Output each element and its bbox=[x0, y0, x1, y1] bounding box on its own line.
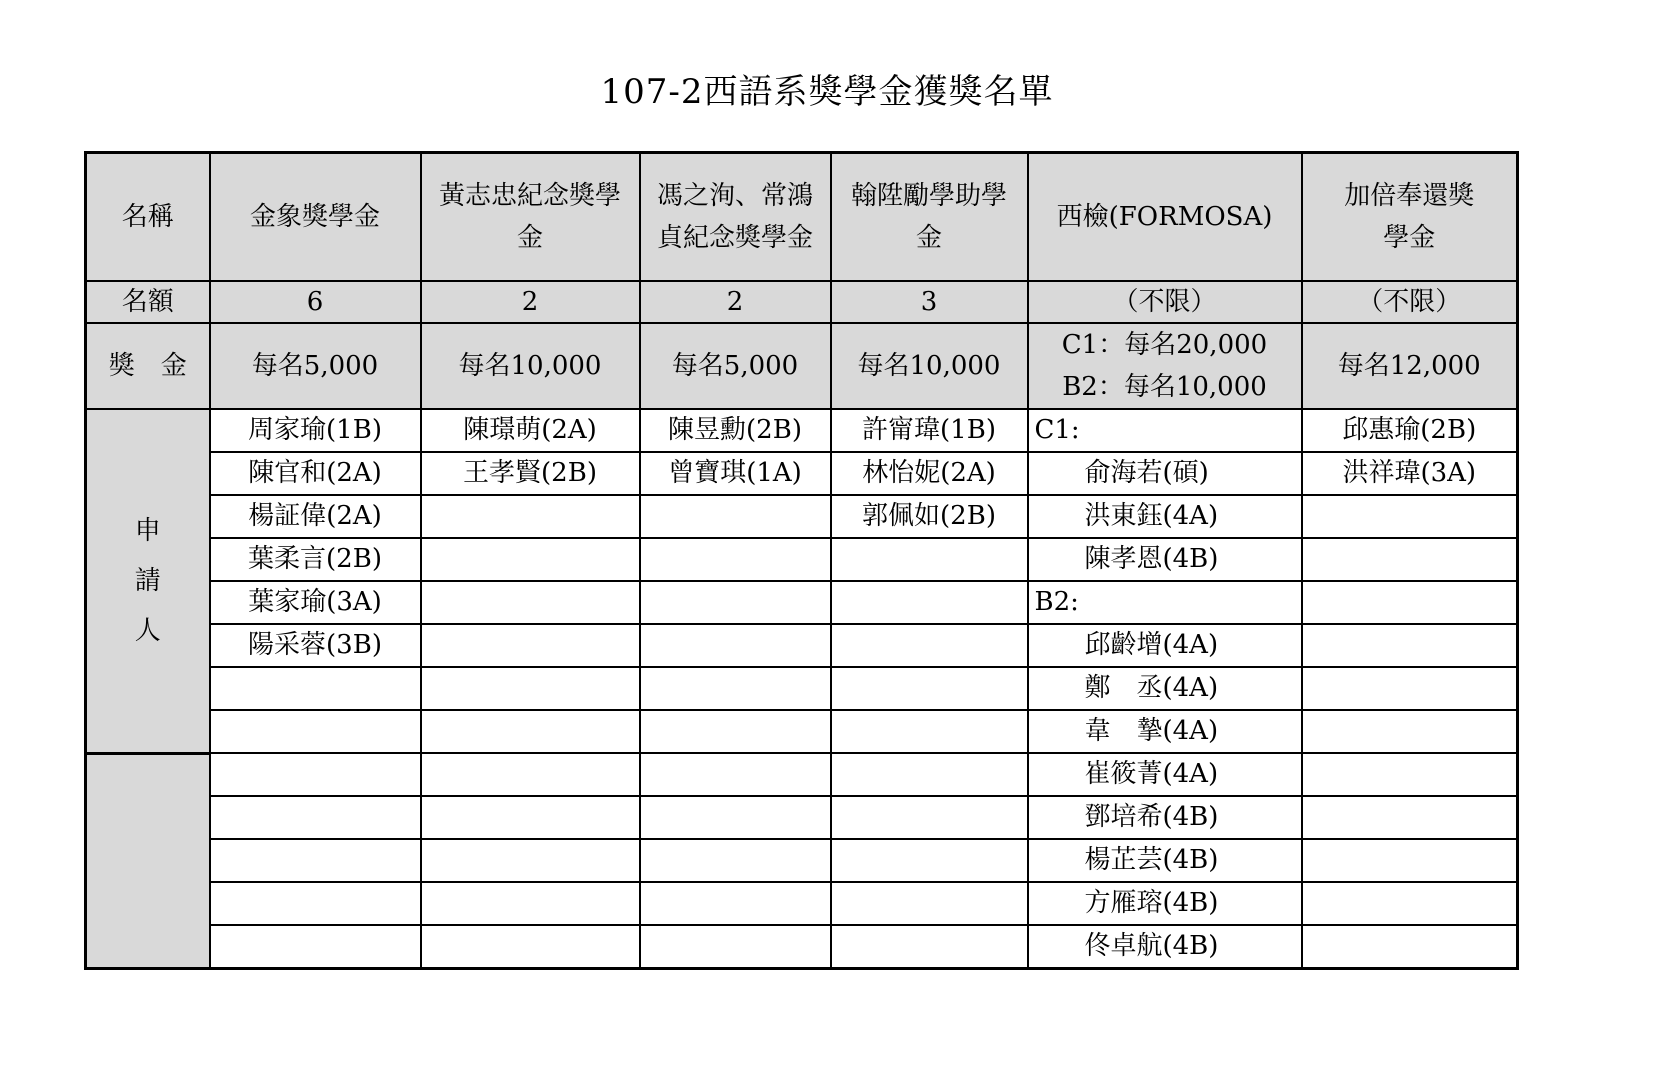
empty-cell bbox=[831, 624, 1028, 667]
scholarship-name: 金象獎學金 bbox=[210, 153, 421, 282]
applicants-label-char: 申 bbox=[134, 515, 161, 546]
applicant-cell: 洪祥瑋(3A) bbox=[1302, 452, 1518, 495]
applicants-label-continued bbox=[86, 753, 210, 969]
applicant-cell: 鄭 丞(4A) bbox=[1028, 667, 1302, 710]
applicant-row bbox=[86, 710, 1518, 753]
empty-cell bbox=[831, 581, 1028, 624]
applicant-cell: 楊証偉(2A) bbox=[210, 495, 421, 538]
empty-cell bbox=[831, 753, 1028, 796]
applicant-row bbox=[86, 624, 1518, 667]
applicant-cell: 洪東鈺(4A) bbox=[1028, 495, 1302, 538]
empty-cell bbox=[421, 796, 640, 839]
empty-cell bbox=[421, 667, 640, 710]
prize-row bbox=[86, 323, 1518, 409]
applicants-label-char: 人 bbox=[134, 615, 161, 646]
applicant-row bbox=[86, 839, 1518, 882]
empty-cell bbox=[831, 710, 1028, 753]
applicant-cell: 崔筱菁(4A) bbox=[1028, 753, 1302, 796]
empty-cell bbox=[1302, 667, 1518, 710]
empty-cell bbox=[831, 667, 1028, 710]
applicant-cell: 邱惠瑜(2B) bbox=[1302, 409, 1518, 452]
empty-cell bbox=[640, 667, 831, 710]
applicant-cell: 邱齡增(4A) bbox=[1028, 624, 1302, 667]
prize-amount-c1: C1：每名20,000 bbox=[1061, 330, 1268, 360]
empty-cell bbox=[640, 581, 831, 624]
empty-cell bbox=[1302, 796, 1518, 839]
empty-cell bbox=[210, 882, 421, 925]
empty-cell bbox=[640, 796, 831, 839]
empty-cell bbox=[640, 839, 831, 882]
applicant-row bbox=[86, 882, 1518, 925]
applicant-cell: 葉柔言(2B) bbox=[210, 538, 421, 581]
empty-cell bbox=[831, 882, 1028, 925]
applicant-row bbox=[86, 925, 1518, 969]
empty-cell bbox=[831, 839, 1028, 882]
prize-amount: 每名12,000 bbox=[1302, 323, 1518, 409]
applicant-cell: 方雁瑢(4B) bbox=[1028, 882, 1302, 925]
empty-cell bbox=[210, 796, 421, 839]
empty-cell bbox=[640, 710, 831, 753]
quota-row bbox=[86, 281, 1518, 323]
applicant-cell: 陳孝恩(4B) bbox=[1028, 538, 1302, 581]
empty-cell bbox=[640, 753, 831, 796]
scholarship-name: 馮之洵、常鴻貞紀念獎學金 bbox=[640, 153, 831, 282]
scholarship-name: 黃志忠紀念獎學金 bbox=[421, 153, 640, 282]
empty-cell bbox=[1302, 581, 1518, 624]
scholarship-name: 加倍奉還獎學金 bbox=[1302, 153, 1518, 282]
applicant-cell: 佟卓航(4B) bbox=[1028, 925, 1302, 969]
empty-cell bbox=[1302, 753, 1518, 796]
applicant-cell: 林怡妮(2A) bbox=[831, 452, 1028, 495]
empty-cell bbox=[640, 538, 831, 581]
empty-cell bbox=[1302, 839, 1518, 882]
empty-cell bbox=[640, 495, 831, 538]
empty-cell bbox=[210, 710, 421, 753]
scholarship-table bbox=[84, 151, 1519, 970]
applicant-row bbox=[86, 538, 1518, 581]
empty-cell bbox=[421, 624, 640, 667]
applicant-cell: 葉家瑜(3A) bbox=[210, 581, 421, 624]
document-title: 107-2西語系獎學金獲獎名單 bbox=[600, 72, 1054, 112]
applicant-row bbox=[86, 495, 1518, 538]
empty-cell bbox=[421, 753, 640, 796]
empty-cell bbox=[421, 925, 640, 969]
empty-cell bbox=[421, 839, 640, 882]
prize-amount: 每名10,000 bbox=[831, 323, 1028, 409]
applicants-label bbox=[86, 409, 210, 753]
empty-cell bbox=[831, 796, 1028, 839]
applicant-cell: 許甯瑋(1B) bbox=[831, 409, 1028, 452]
prize-label: 獎 金 bbox=[86, 323, 210, 409]
quota-value: （不限） bbox=[1302, 281, 1518, 323]
applicant-cell: 俞海若(碩) bbox=[1028, 452, 1302, 495]
empty-cell bbox=[421, 495, 640, 538]
applicant-cell: 郭佩如(2B) bbox=[831, 495, 1028, 538]
applicant-row bbox=[86, 796, 1518, 839]
applicant-cell: 周家瑜(1B) bbox=[210, 409, 421, 452]
empty-cell bbox=[421, 710, 640, 753]
prize-amount-formosa bbox=[1028, 323, 1302, 409]
empty-cell bbox=[640, 882, 831, 925]
formosa-b2-label: B2: bbox=[1028, 581, 1302, 624]
name-label: 名稱 bbox=[86, 153, 210, 282]
applicants-label-char: 請 bbox=[134, 565, 161, 596]
empty-cell bbox=[1302, 495, 1518, 538]
header-row bbox=[86, 153, 1518, 282]
empty-cell bbox=[210, 839, 421, 882]
applicant-cell: 陽采蓉(3B) bbox=[210, 624, 421, 667]
applicant-cell: 陳璟萌(2A) bbox=[421, 409, 640, 452]
quota-label: 名額 bbox=[86, 281, 210, 323]
empty-cell bbox=[640, 925, 831, 969]
applicant-cell: 韋 摯(4A) bbox=[1028, 710, 1302, 753]
applicant-cell: 鄧培希(4B) bbox=[1028, 796, 1302, 839]
empty-cell bbox=[1302, 882, 1518, 925]
empty-cell bbox=[210, 925, 421, 969]
applicant-cell: 陳昱勳(2B) bbox=[640, 409, 831, 452]
empty-cell bbox=[640, 624, 831, 667]
applicant-cell: 陳官和(2A) bbox=[210, 452, 421, 495]
applicant-cell: 曾寶琪(1A) bbox=[640, 452, 831, 495]
empty-cell bbox=[421, 882, 640, 925]
quota-value: 6 bbox=[210, 281, 421, 323]
empty-cell bbox=[1302, 624, 1518, 667]
applicant-row bbox=[86, 452, 1518, 495]
applicant-cell: 王孝賢(2B) bbox=[421, 452, 640, 495]
empty-cell bbox=[210, 667, 421, 710]
empty-cell bbox=[1302, 925, 1518, 969]
applicant-row bbox=[86, 753, 1518, 796]
quota-value: （不限） bbox=[1028, 281, 1302, 323]
quota-value: 2 bbox=[421, 281, 640, 323]
prize-amount: 每名10,000 bbox=[421, 323, 640, 409]
empty-cell bbox=[1302, 710, 1518, 753]
empty-cell bbox=[421, 581, 640, 624]
empty-cell bbox=[831, 538, 1028, 581]
empty-cell bbox=[210, 753, 421, 796]
applicant-row bbox=[86, 667, 1518, 710]
quota-value: 3 bbox=[831, 281, 1028, 323]
prize-amount: 每名5,000 bbox=[640, 323, 831, 409]
applicant-cell: 楊芷芸(4B) bbox=[1028, 839, 1302, 882]
empty-cell bbox=[1302, 538, 1518, 581]
scholarship-name: 翰陞勵學助學金 bbox=[831, 153, 1028, 282]
prize-amount: 每名5,000 bbox=[210, 323, 421, 409]
applicant-row bbox=[86, 409, 1518, 452]
empty-cell bbox=[831, 925, 1028, 969]
empty-cell bbox=[421, 538, 640, 581]
formosa-c1-label: C1: bbox=[1028, 409, 1302, 452]
applicant-row bbox=[86, 581, 1518, 624]
quota-value: 2 bbox=[640, 281, 831, 323]
scholarship-name: 西檢(FORMOSA) bbox=[1028, 153, 1302, 282]
prize-amount-b2: B2：每名10,000 bbox=[1062, 372, 1267, 402]
